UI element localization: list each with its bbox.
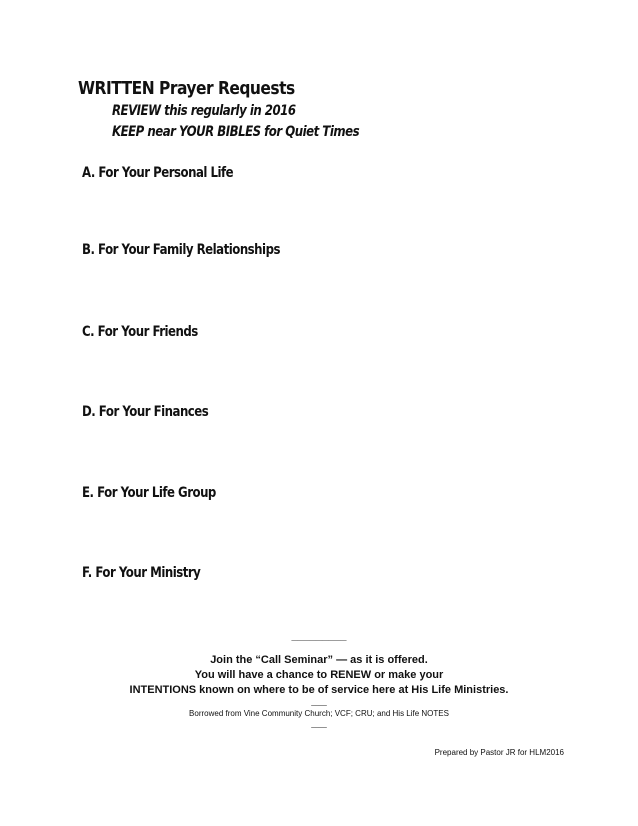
intentions-line: INTENTIONS known on where to be of service here at His Life Ministries. [129,684,509,696]
keep-instruction: KEEP near YOUR BIBLES for Quiet Times [112,124,360,140]
section-friends: C. For Your Friends [82,324,198,340]
section-finances: D. For Your Finances [82,404,209,420]
small-divider-1: ____ [311,699,327,706]
section-ministry: F. For Your Ministry [82,565,201,581]
renew-line: You will have a chance to RENEW or make your [194,669,444,681]
seminar-invitation: Join the “Call Seminar” — as it is offered. [210,654,428,666]
footer-divider: _________ [291,630,347,642]
section-family-relationships: B. For Your Family Relationships [82,242,280,258]
document-title: WRITTEN Prayer Requests [78,78,295,99]
source-credit: Borrowed from Vine Community Church; VCF; CRU; and His Life NOTES [189,709,449,718]
section-personal-life: A. For Your Personal Life [82,165,234,181]
section-life-group: E. For Your Life Group [82,485,216,501]
review-instruction: REVIEW this regularly in 2016 [112,103,296,119]
small-divider-2: ____ [311,721,327,728]
prepared-by-credit: Prepared by Pastor JR for HLM2016 [434,748,564,757]
